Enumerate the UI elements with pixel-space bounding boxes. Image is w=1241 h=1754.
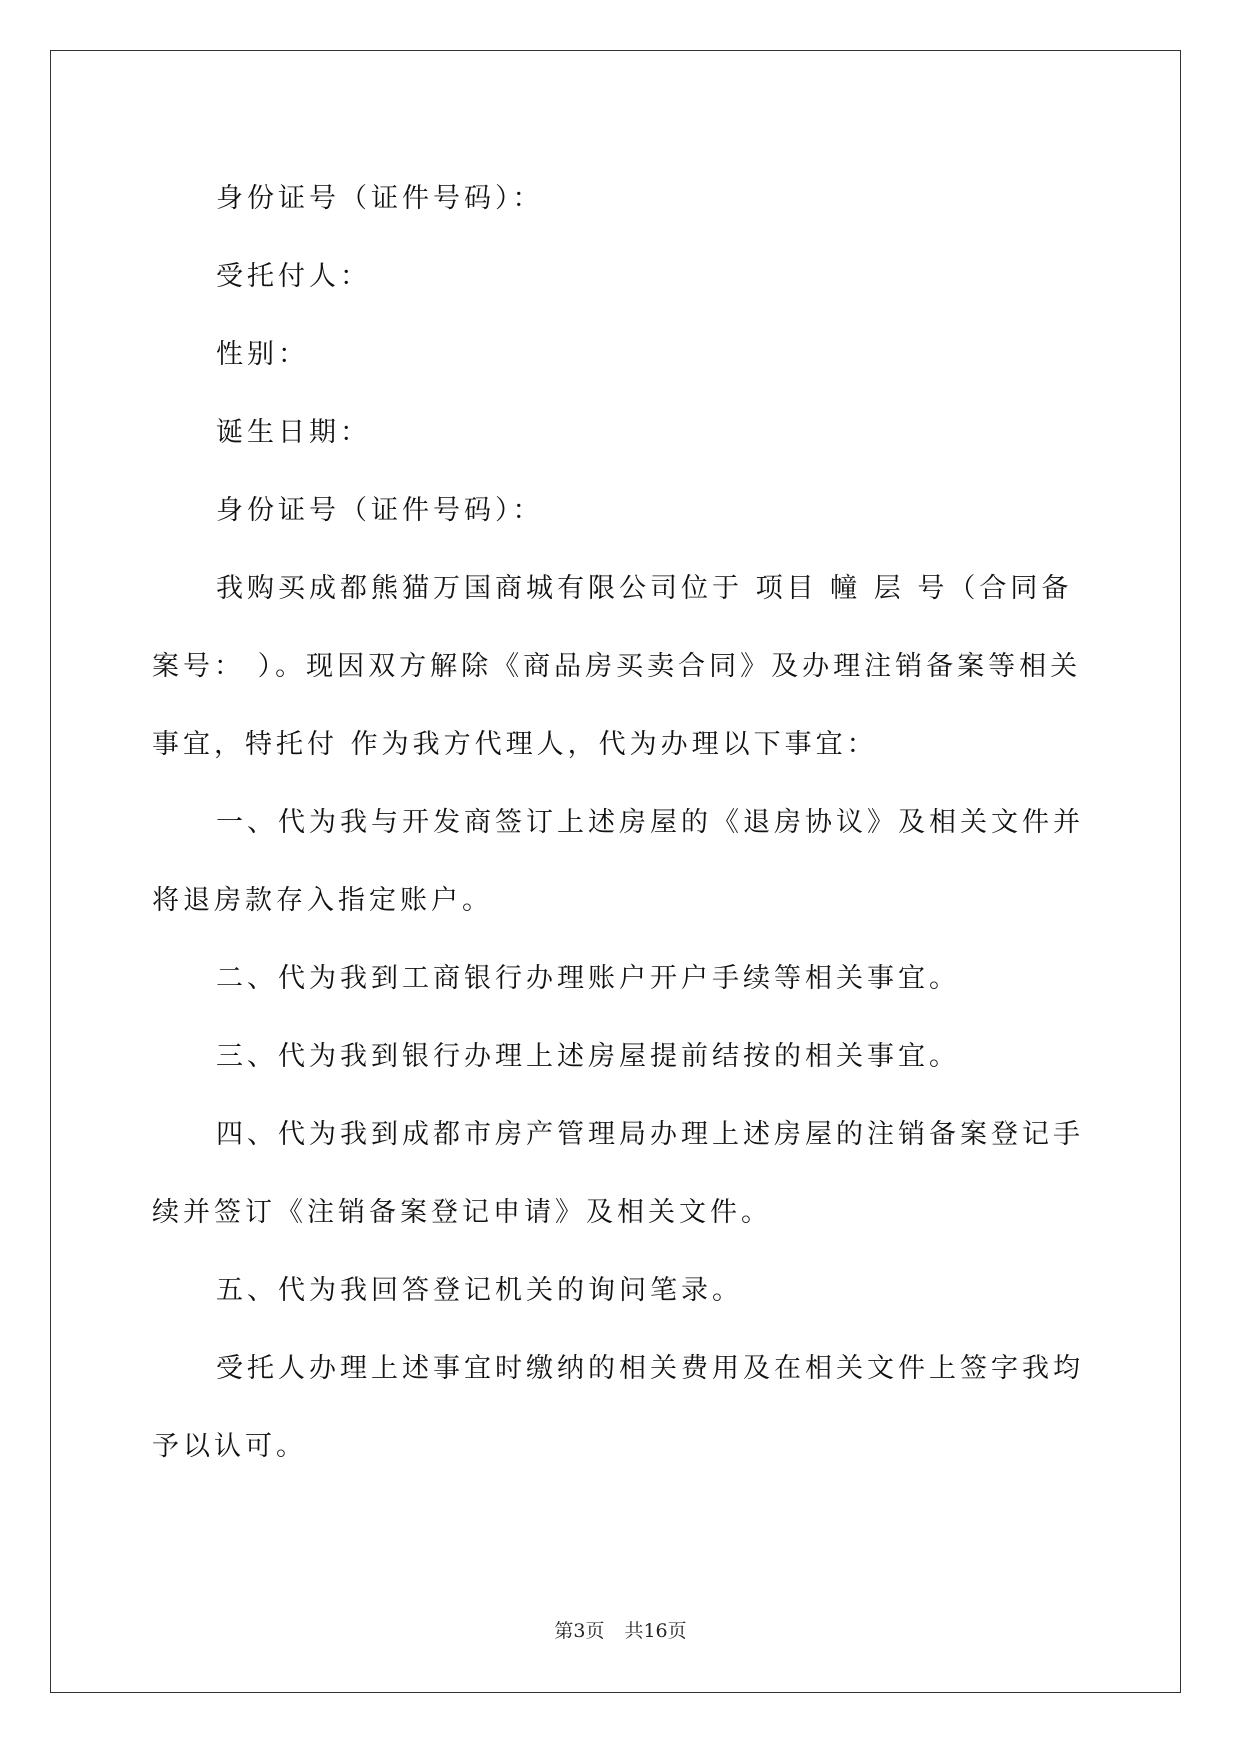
paragraph-trustee: 受托付人： (216, 261, 371, 292)
paragraph-gender: 性别： (216, 339, 309, 370)
paragraph-acknowledgement: 受托人办理上述事宜时缴纳的相关费用及在相关文件上签字我均予以认可。 (152, 1353, 1084, 1462)
paragraph-id-number: 身份证号（证件号码）： (216, 183, 544, 214)
page-footer (0, 1616, 1241, 1643)
paragraph-birth-date: 诞生日期： (216, 417, 371, 448)
paragraph-item-1: 一、代为我与开发商签订上述房屋的《退房协议》及相关文件并将退房款存入指定账户。 (152, 807, 1084, 916)
paragraph-id-number-2: 身份证号（证件号码）： (216, 495, 544, 526)
total-pages: 共16页 (624, 1620, 687, 1642)
paragraph-purchase-statement: 我购买成都熊猫万国商城有限公司位于 项目 幢 层 号（合同备案号： ）。现因双方解除《商品房买卖合同》及办理注销备案等相关事宜，特托付 作为我方代理人，代为办理以下事宜： (152, 573, 1082, 760)
page-number: 第3页 (554, 1620, 605, 1642)
paragraph-item-2: 二、代为我到工商银行办理账户开户手续等相关事宜。 (216, 963, 960, 994)
document-body (152, 160, 1092, 1486)
paragraph-item-5: 五、代为我回答登记机关的询问笔录。 (216, 1275, 743, 1306)
paragraph-item-4: 四、代为我到成都市房产管理局办理上述房屋的注销备案登记手续并签订《注销备案登记申请》及相关文件。 (152, 1119, 1084, 1228)
paragraph-item-3: 三、代为我到银行办理上述房屋提前结按的相关事宜。 (216, 1041, 960, 1072)
